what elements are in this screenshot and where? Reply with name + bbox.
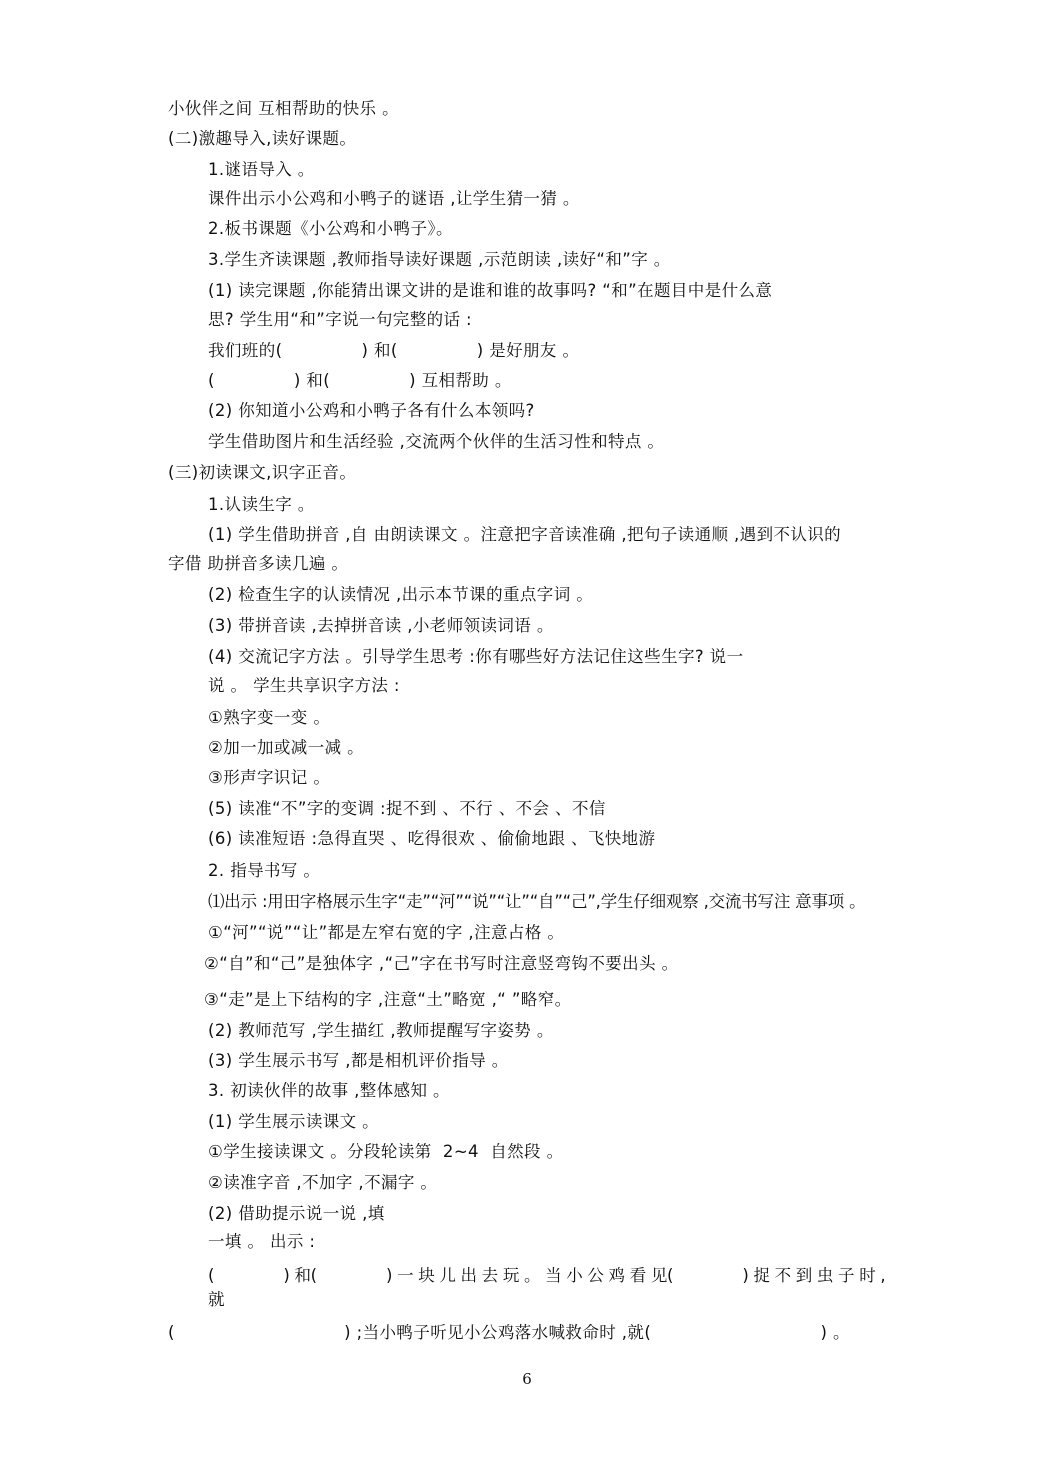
text-line-1: 小伙伴之间 互相帮助的快乐 。 <box>168 99 399 118</box>
text-line-19: (4) 交流记字方法 。引导学生思考 :你有哪些好方法记住这些生字? 说一 <box>208 647 744 666</box>
text-line-18: (3) 带拼音读 ,去掉拼音读 ,小老师领读词语 。 <box>208 616 554 635</box>
text-line-16: 字借 助拼音多读几遍 。 <box>168 554 349 573</box>
text-line-31: (2) 教师范写 ,学生描红 ,教师提醒写字姿势 。 <box>208 1021 554 1040</box>
text-line-12: 学生借助图片和生活经验 ,交流两个伙伴的生活习性和特点 。 <box>208 432 665 451</box>
text-line-36: ②读准字音 ,不加字 ,不漏字 。 <box>208 1173 438 1192</box>
text-line-22: ②加一加或减一减 。 <box>208 738 365 757</box>
text-line-8: 思? 学生用“和”字说一句完整的话 : <box>208 310 473 329</box>
text-line-27: ⑴出示 :用田字格展示生字“走”“河”“说”“让”“自”“己”,学生仔细观察 ,交流书写注 意事项 。 <box>208 892 866 911</box>
text-line-15: (1) 学生借助拼音 ,自 由朗读课文 。注意把字音读准确 ,把句子读通顺 ,遇到不认识的 <box>208 525 842 544</box>
text-line-38: 一填 。 出示 : <box>208 1232 316 1251</box>
text-line-14: 1.认读生字 。 <box>208 495 315 514</box>
text-line-9: 我们班的( ) 和( ) 是好朋友 。 <box>208 341 580 360</box>
text-line-25: (6) 读准短语 :急得直哭 、吃得很欢 、偷偷地跟 、飞快地游 <box>208 829 656 848</box>
text-line-30: ③“走”是上下结构的字 ,注意“土”略宽 ,“ ”略窄。 <box>204 990 572 1009</box>
text-line-3: 1.谜语导入 。 <box>208 160 315 179</box>
text-line-20: 说 。 学生共享识字方法 : <box>208 676 400 695</box>
text-line-5: 2.板书课题《小公鸡和小鸭子》。 <box>208 219 453 238</box>
section-heading-3: (三)初读课文,识字正音。 <box>168 463 357 482</box>
text-line-26: 2. 指导书写 。 <box>208 861 321 880</box>
text-line-10: ( ) 和( ) 互相帮助 。 <box>208 371 512 390</box>
text-line-35: ①学生接读课文 。分段轮读第 2~4 自然段 。 <box>208 1142 564 1161</box>
text-line-37: (2) 借助提示说一说 ,填 <box>208 1204 385 1223</box>
text-line-32: (3) 学生展示书写 ,都是相机评价指导 。 <box>208 1051 509 1070</box>
text-line-21: ①熟字变一变 。 <box>208 708 331 727</box>
text-line-28: ①“河”“说”“让”都是左窄右宽的字 ,注意占格 。 <box>208 923 565 942</box>
text-line-23: ③形声字识记 。 <box>208 768 331 787</box>
text-line-7: (1) 读完课题 ,你能猜出课文讲的是谁和谁的故事吗? “和”在题目中是什么意 <box>208 281 773 300</box>
section-heading-2: (二)激趣导入,读好课题。 <box>168 129 357 148</box>
text-line-39: ( ) 和( ) 一 块 儿 出 去 玩 。 当 小 公 鸡 看 见( ) 捉 不 到 虫 子 时 , <box>208 1266 886 1285</box>
text-line-6: 3.学生齐读课题 ,教师指导读好课题 ,示范朗读 ,读好“和”字 。 <box>208 250 671 269</box>
text-line-11: (2) 你知道小公鸡和小鸭子各有什么本领吗? <box>208 401 535 420</box>
text-line-4: 课件出示小公鸡和小鸭子的谜语 ,让学生猜一猜 。 <box>208 189 580 208</box>
text-line-29: ②“自”和“己”是独体字 ,“己”字在书写时注意竖弯钩不要出头 。 <box>204 954 679 973</box>
text-line-41: ( ) ;当小鸭子听见小公鸡落水喊救命时 ,就( ) 。 <box>168 1323 850 1342</box>
text-line-40: 就 <box>208 1290 225 1309</box>
text-line-33: 3. 初读伙伴的故事 ,整体感知 。 <box>208 1081 450 1100</box>
text-line-34: (1) 学生展示读课文 。 <box>208 1112 380 1131</box>
text-line-17: (2) 检查生字的认读情况 ,出示本节课的重点字词 。 <box>208 585 594 604</box>
text-line-24: (5) 读准“不”字的变调 :捉不到 、不行 、不会 、不信 <box>208 799 606 818</box>
page-number: 6 <box>522 1370 532 1388</box>
